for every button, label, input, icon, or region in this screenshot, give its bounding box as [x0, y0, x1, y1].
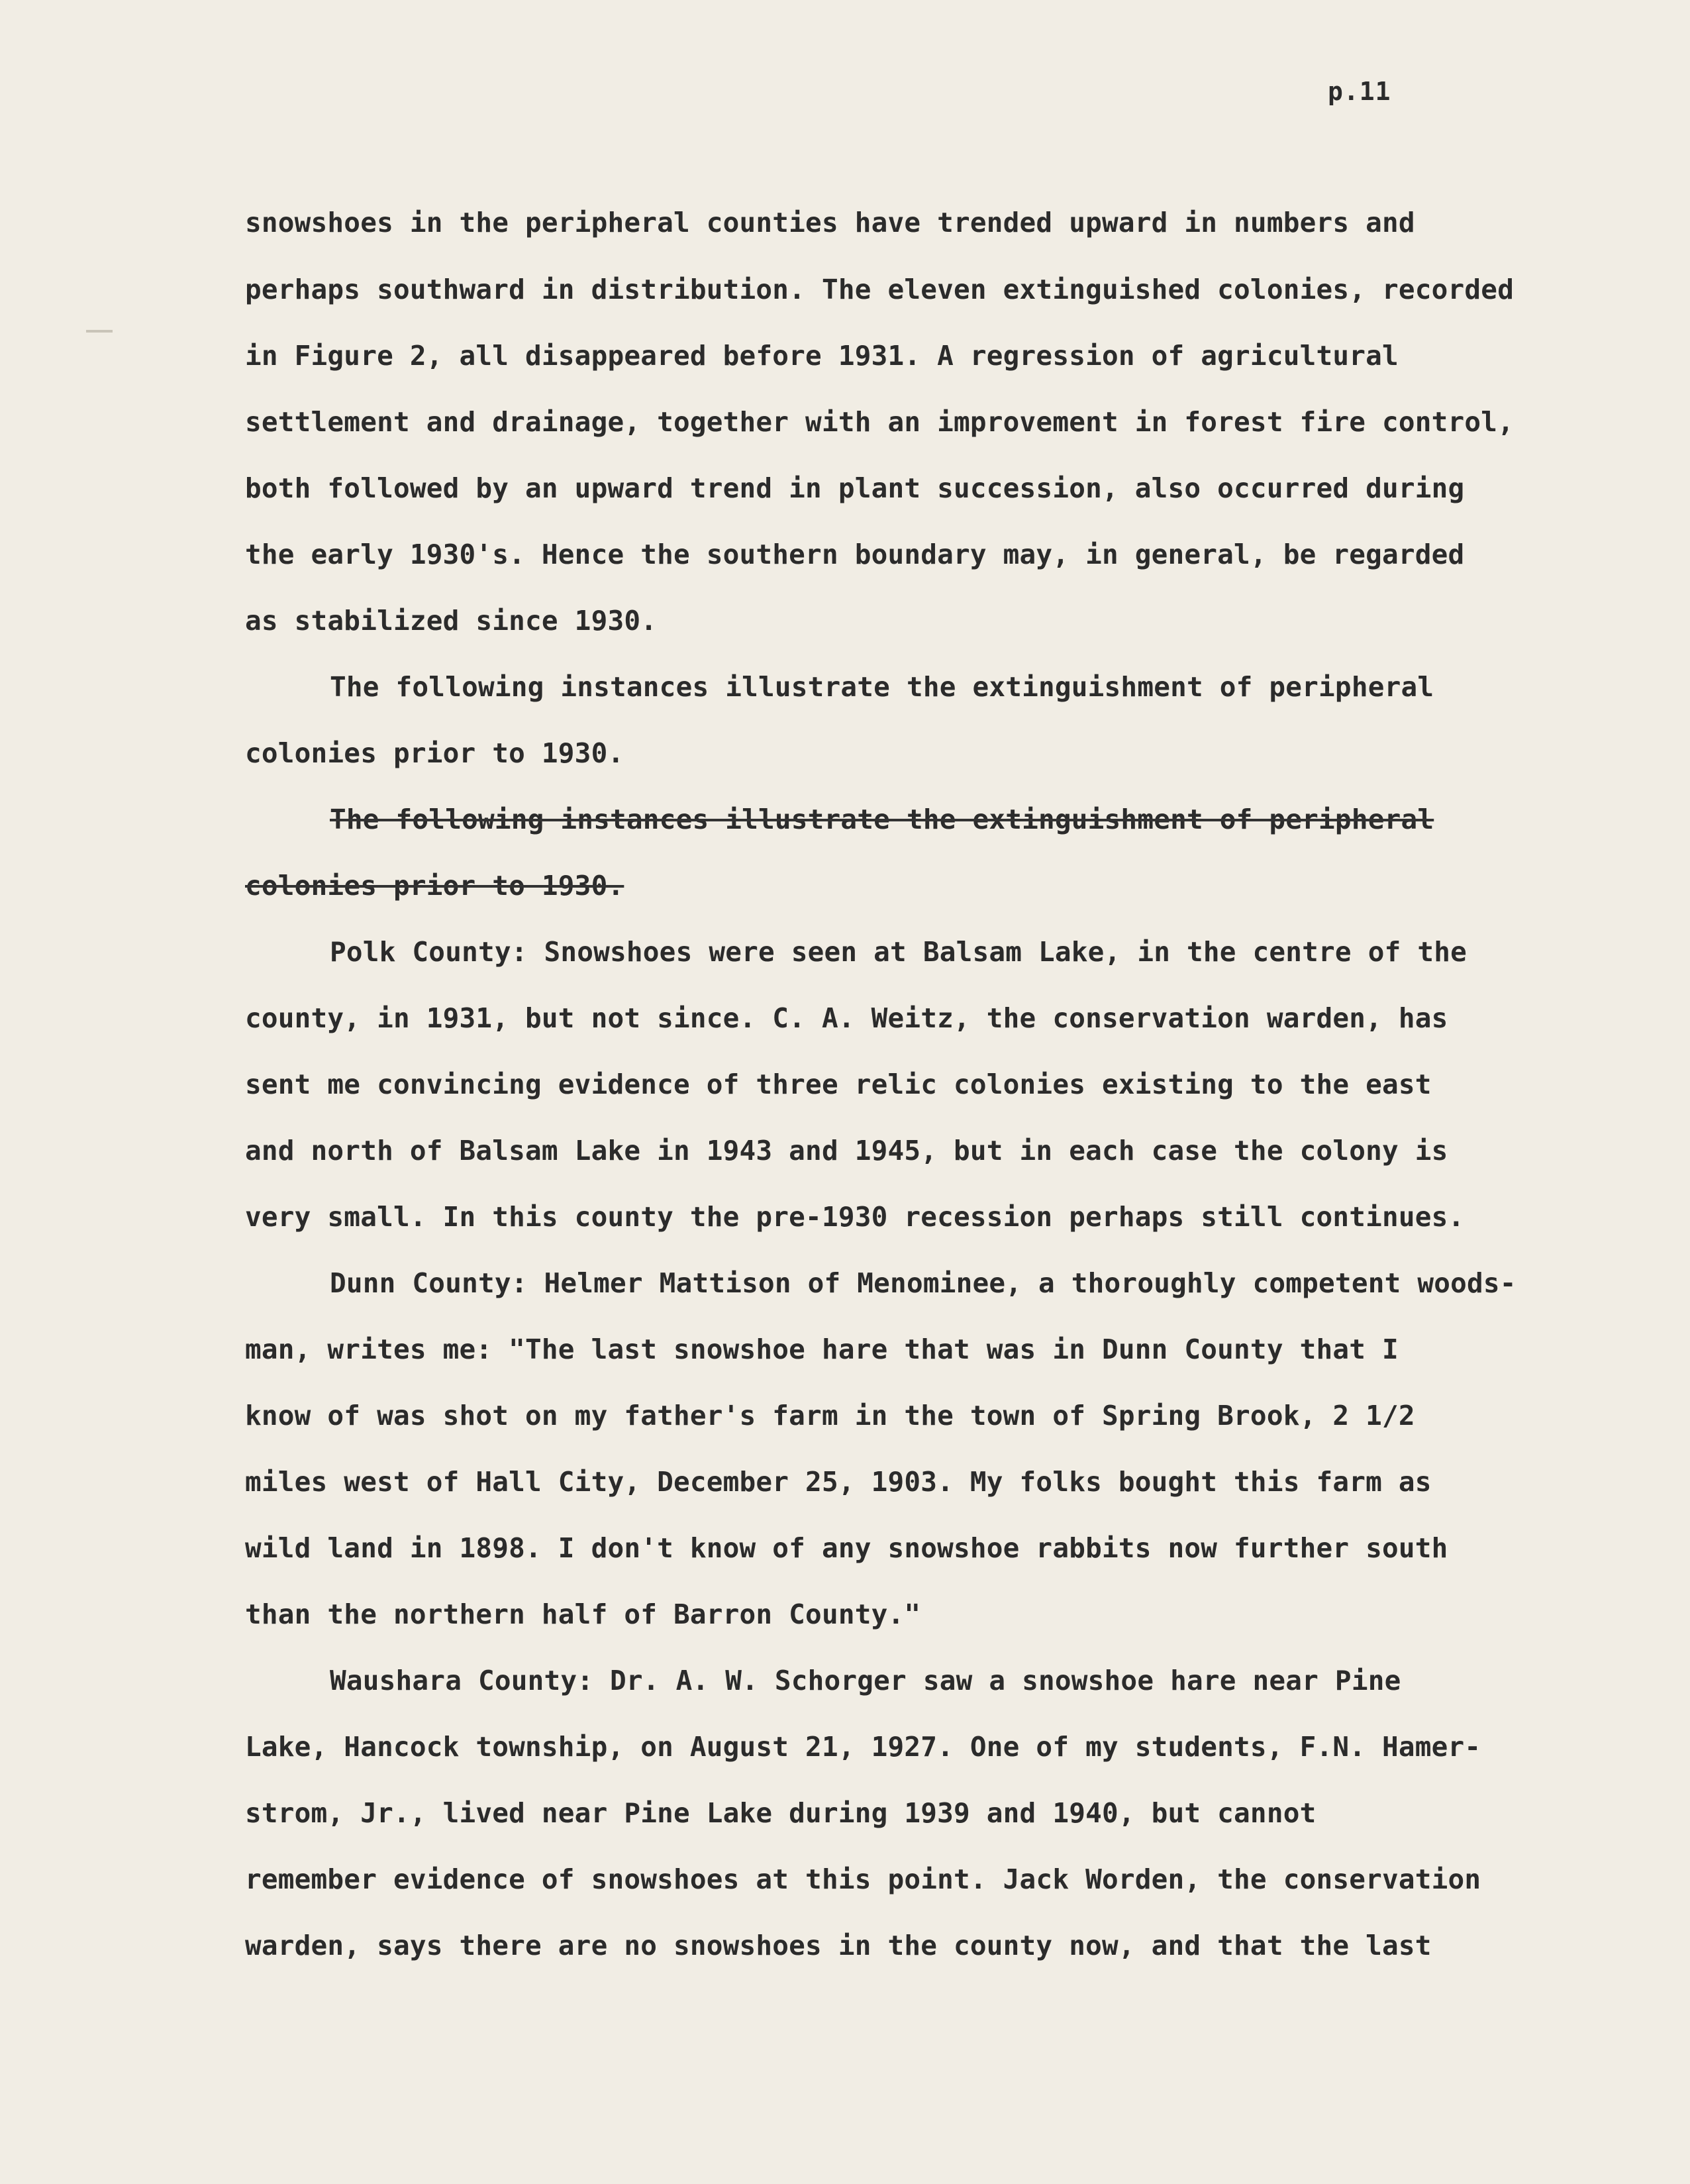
text-line: Lake, Hancock township, on August 21, 1927. One of my students, F.N. Hamer-	[245, 1731, 1481, 1763]
text-line: as stabilized since 1930.	[245, 605, 658, 637]
text-line: very small. In this county the pre-1930 recession perhaps still continues.	[245, 1201, 1465, 1233]
text-line: county, in 1931, but not since. C. A. Weitz, the conservation warden, has	[245, 1002, 1448, 1034]
text-line: Dunn County: Helmer Mattison of Menominee, a thoroughly competent woods-	[330, 1267, 1516, 1299]
text-line: both followed by an upward trend in plant succession, also occurred during	[245, 472, 1465, 504]
page-number: p.11	[1328, 77, 1391, 106]
text-line: man, writes me: "The last snowshoe hare that was in Dunn County that I	[245, 1333, 1399, 1365]
paper-mark	[86, 330, 113, 333]
struck-through-line: colonies prior to 1930.	[245, 870, 624, 902]
text-line: The following instances illustrate the extinguishment of peripheral	[330, 671, 1434, 703]
text-line: in Figure 2, all disappeared before 1931. A regression of agricultural	[245, 340, 1399, 372]
text-line: know of was shot on my father's farm in the town of Spring Brook, 2 1/2	[245, 1400, 1415, 1431]
text-line: perhaps southward in distribution. The eleven extinguished colonies, recorded	[245, 274, 1515, 305]
text-line: warden, says there are no snowshoes in the county now, and that the last	[245, 1930, 1432, 1961]
text-line: the early 1930's. Hence the southern boundary may, in general, be regarded	[245, 539, 1465, 570]
text-line: remember evidence of snowshoes at this point. Jack Worden, the conservation	[245, 1863, 1481, 1895]
text-line: and north of Balsam Lake in 1943 and 1945, but in each case the colony is	[245, 1135, 1448, 1167]
text-line: Waushara County: Dr. A. W. Schorger saw a snowshoe hare near Pine	[330, 1665, 1401, 1696]
text-line: strom, Jr., lived near Pine Lake during 1939 and 1940, but cannot	[245, 1797, 1317, 1829]
text-line: colonies prior to 1930.	[245, 737, 624, 769]
text-line: Polk County: Snowshoes were seen at Balsam Lake, in the centre of the	[330, 936, 1467, 968]
text-line: sent me convincing evidence of three relic colonies existing to the east	[245, 1068, 1432, 1100]
text-line: settlement and drainage, together with an improvement in forest fire control,	[245, 406, 1515, 438]
text-line: wild land in 1898. I don't know of any snowshoe rabbits now further south	[245, 1532, 1448, 1564]
struck-through-line: The following instances illustrate the extinguishment of peripheral	[330, 804, 1434, 835]
text-line: than the northern half of Barron County."	[245, 1598, 921, 1630]
text-line: snowshoes in the peripheral counties have trended upward in numbers and	[245, 207, 1415, 238]
text-line: miles west of Hall City, December 25, 1903. My folks bought this farm as	[245, 1466, 1432, 1498]
